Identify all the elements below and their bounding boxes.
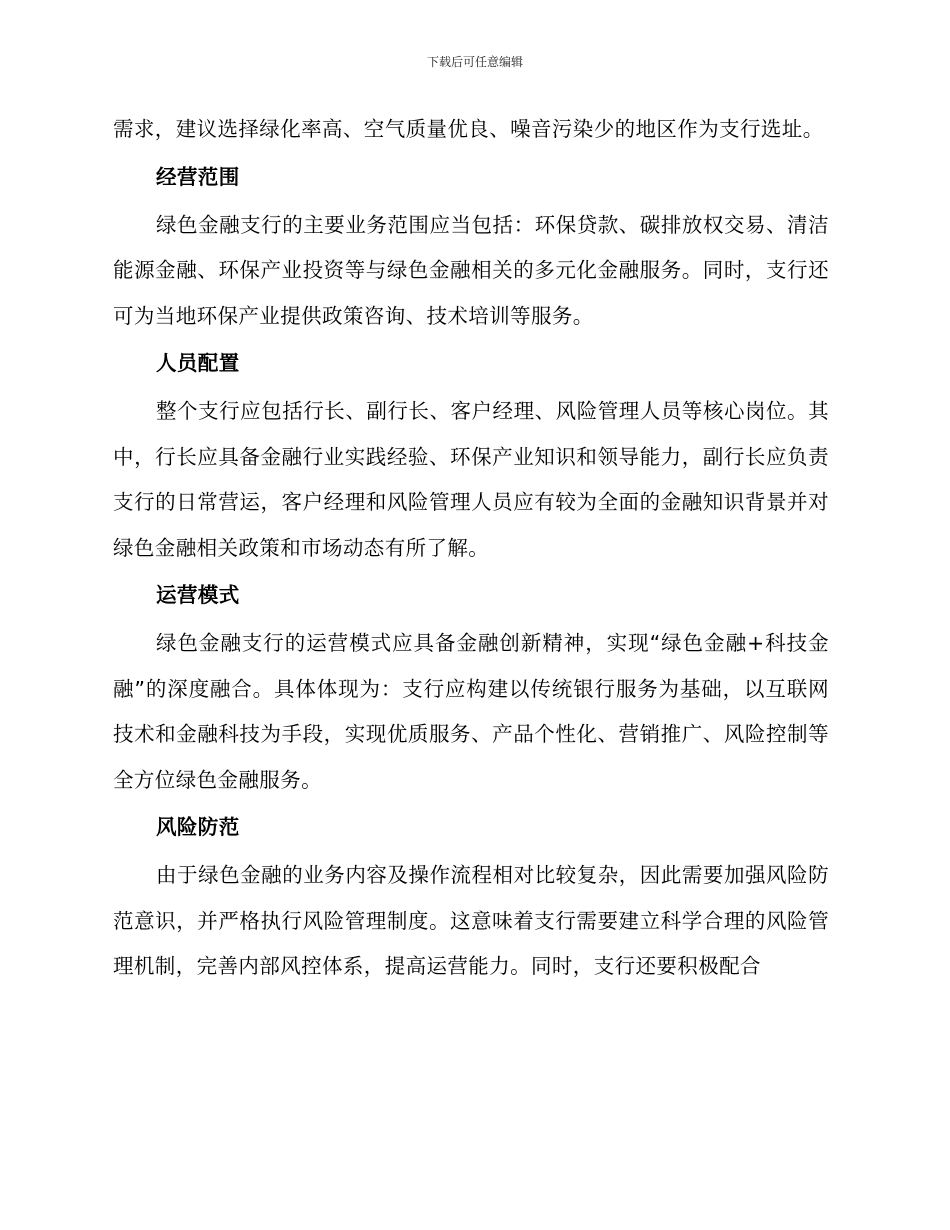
intro-paragraph: 需求，建议选择绿化率高、空气质量优良、噪音污染少的地区作为支行选址。 [113,117,824,141]
section-paragraph-risk-prevention: 由于绿色金融的业务内容及操作流程相对比较复杂，因此需要加强风险防范意识，并严格执行风险管理制度。这意味着支行需要建立科学合理的风险管理机制，完善内部风控体系，提高运营能力。同时，支行还要积极配合 [113,863,829,978]
section-heading-staffing: 人员配置 [156,351,240,375]
header-note: 下载后可任意编辑 [426,55,523,69]
section-paragraph-operating-model: 绿色金融支行的运营模式应具备金融创新精神，实现“绿色金融+科技金融”的深度融合。具体体现为：支行应构建以传统银行服务为基础，以互联网技术和金融科技为手段，实现优质服务、产品个性化、营销推广、风险控制等全方位绿色金融服务。 [113,631,829,792]
section-heading-operating-model: 运营模式 [156,583,240,607]
document-body [113,107,829,990]
section-heading-business-scope: 经营范围 [156,164,240,189]
section-paragraph-staffing: 整个支行应包括行长、副行长、客户经理、风险管理人员等核心岗位。其中，行长应具备金融行业实践经验、环保产业知识和领导能力，副行长应负责支行的日常营运，客户经理和风险管理人员应有较为全面的金融知识背景并对绿色金融相关政策和市场动态有所了解。 [113,399,829,560]
section-paragraph-business-scope: 绿色金融支行的主要业务范围应当包括：环保贷款、碳排放权交易、清洁能源金融、环保产业投资等与绿色金融相关的多元化金融服务。同时，支行还可为当地环保产业提供政策咨询、技术培训等服务。 [113,212,829,328]
section-heading-risk-prevention: 风险防范 [156,815,240,839]
